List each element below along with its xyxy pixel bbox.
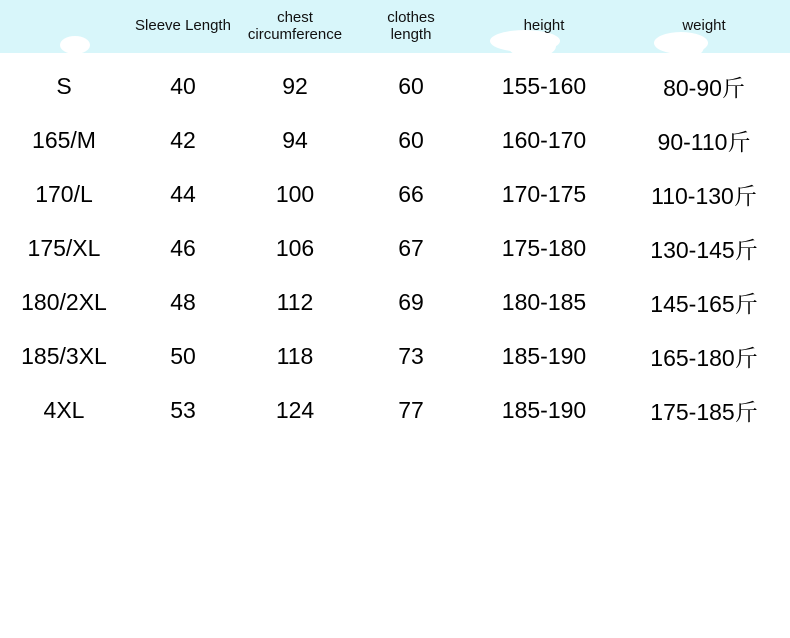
cell-sleeve-length: 48: [170, 288, 196, 315]
cell-clothes-length: 73: [398, 342, 424, 369]
cell-size: 185/3XL: [21, 342, 107, 369]
cell-height: 155-160: [501, 72, 587, 99]
cell-clothes-length: 60: [398, 72, 424, 99]
cell-chest-circumference: 106: [275, 234, 315, 261]
cell-sleeve-length: 50: [170, 342, 196, 369]
cell-height: 185-190: [501, 396, 587, 423]
cell-size: 175/XL: [27, 234, 101, 261]
cell-height: 175-180: [501, 234, 587, 261]
cell-height: 170-175: [501, 180, 587, 207]
cell-sleeve-length: 42: [170, 126, 196, 153]
table-row: [0, 221, 790, 275]
table-row: [0, 113, 790, 167]
cell-weight: 145-165斤: [650, 290, 758, 317]
table-row: [0, 59, 790, 113]
column-header-clothes-line1: clothes: [387, 8, 435, 26]
cell-size: 180/2XL: [21, 288, 107, 315]
cell-weight: 80-90斤: [663, 74, 745, 101]
cell-clothes-length: 67: [398, 234, 424, 261]
cell-sleeve-length: 53: [170, 396, 196, 423]
table-row: [0, 329, 790, 383]
column-header-chest-circumference: [238, 10, 352, 44]
cell-weight: 175-185斤: [650, 398, 758, 425]
table-header-row: [0, 0, 790, 53]
cell-weight: 165-180斤: [650, 344, 758, 371]
cell-weight: 110-130斤: [651, 182, 757, 209]
cell-size: 165/M: [32, 126, 96, 153]
cell-clothes-length: 66: [398, 180, 424, 207]
table-row: [0, 275, 790, 329]
cell-weight: 90-110斤: [657, 128, 751, 155]
table-header-band: [0, 0, 790, 53]
column-header-height: height: [523, 17, 565, 35]
cell-height: 185-190: [501, 342, 587, 369]
cell-size: S: [56, 72, 72, 99]
cell-chest-circumference: 92: [282, 72, 308, 99]
cell-size: 170/L: [35, 180, 93, 207]
cell-height: 180-185: [501, 288, 587, 315]
column-header-clothes-line2: length: [390, 25, 432, 43]
table-body: [0, 53, 790, 437]
column-header-sleeve-length: Sleeve Length: [135, 17, 231, 35]
column-header-chest-line1: chest: [277, 8, 313, 26]
column-header-clothes-length: [352, 10, 470, 44]
cell-clothes-length: 77: [398, 396, 424, 423]
cell-sleeve-length: 46: [170, 234, 196, 261]
cell-chest-circumference: 112: [276, 288, 314, 315]
cell-clothes-length: 69: [398, 288, 424, 315]
cell-weight: 130-145斤: [650, 236, 758, 263]
cell-sleeve-length: 44: [170, 180, 196, 207]
cell-clothes-length: 60: [398, 126, 424, 153]
table-row: [0, 167, 790, 221]
cell-height: 160-170: [501, 126, 587, 153]
column-header-weight: weight: [682, 17, 726, 35]
cell-sleeve-length: 40: [170, 72, 196, 99]
cell-chest-circumference: 94: [282, 126, 308, 153]
cell-chest-circumference: 118: [276, 342, 314, 369]
cell-chest-circumference: 100: [275, 180, 315, 207]
column-header-chest-line2: circumference: [247, 25, 343, 43]
cell-chest-circumference: 124: [275, 396, 315, 423]
table-row: [0, 383, 790, 437]
cell-size: 4XL: [43, 396, 85, 423]
